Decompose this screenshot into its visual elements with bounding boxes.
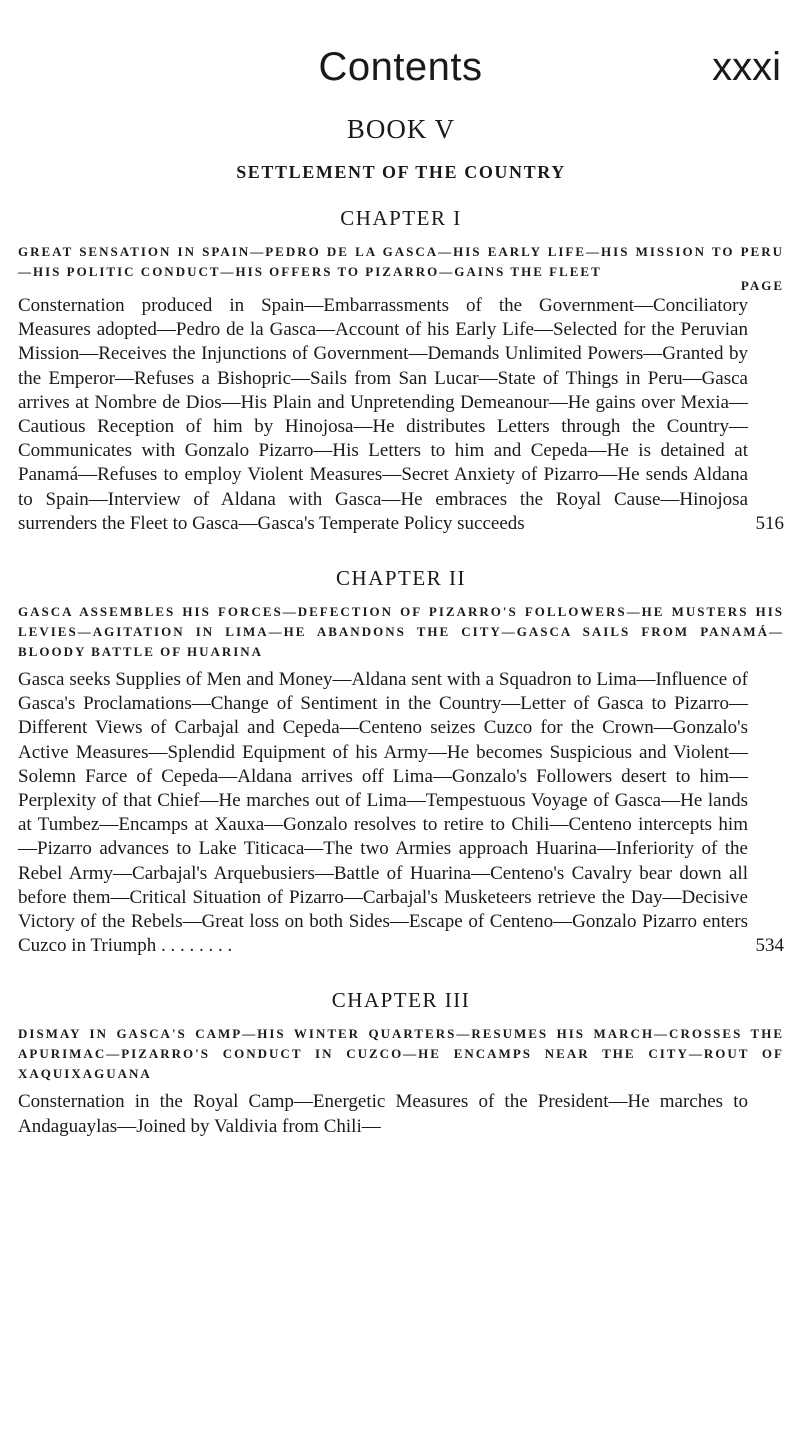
chapter-body: Gasca seeks Supplies of Men and Money—Aldana sent with a Squadron to Lima—Influence of Gasca's Proclamations—Change of Sentiment in the Country—Letter of Gasca to Pizarro—Different Views of Carbajal and Cepeda—Centeno seizes Cuzco for the Crown—Gonzalo's Active Measures—Splendid Equipment of his Army—He becomes Suspicious and Violent—Solemn Farce of Cepeda—Aldana arrives off Lima—Gonzalo's Followers desert to him—Perplexity of that Chief—He marches out of Lima—Tempestuous Voyage of Gasca—He lands at Tumbez—Encamps at Xauxa—Gonzalo resolves to retire to Chili—Centeno intercepts him—Pizarro advances to Lake Titicaca—The two Armies approach Huarina—Inferiority of the Rebel Army—Carbajal's Arquebusiers—Battle of Huarina—Centeno's Cavalry bear down all before them—Critical Situation of Pizarro—Carbajal's Musketeers retrieve the Day—Decisive Victory of the Rebels—Great loss on both Sides—Escape of Centeno—Gonzalo Pizarro enters Cuzco in Triumph . . . . . . . . bbox=[18, 669, 748, 957]
page-number: 534 bbox=[755, 935, 784, 957]
page-column-label: PAGE bbox=[740, 278, 784, 293]
page-number: 516 bbox=[755, 512, 784, 534]
chapter-body: Consternation produced in Spain—Embarrassments of the Government—Conciliatory Measures adopted—Pedro de la Gasca—Account of his Early Life—Selected for the Peruvian Mission—Receives the Injunctions of Government—Demands Unlimited Powers—Granted by the Emperor—Refuses a Bishopric—Sails from San Lucar—State of Things in Peru—Gasca arrives at Nombre de Dios—His Plain and Unpretending Demeanour—He gains over Mexia—Cautious Reception of him by Hinojosa—He distributes Letters through the Country—Communicates with Gonzalo Pizarro—His Letters to him and Cepeda—He is detained at Panamá—Refuses to employ Violent Measures—Secret Anxiety of Pizarro—He sends Aldana to Spain—Interview of Aldana with Gasca—He embraces the Royal Cause—Hinojosa surrenders the Fleet to Gasca—Gasca's Temperate Policy succeeds bbox=[18, 295, 748, 534]
running-head bbox=[0, 42, 801, 102]
chapter-summary: GASCA ASSEMBLES HIS FORCES—DEFECTION OF PIZARRO'S FOLLOWERS—HE MUSTERS HIS LEVIES—AGITATION IN LIMA—HE ABANDONS THE CITY—GASCA SAILS FROM PANAMÁ—BLOODY BATTLE OF HUARINA bbox=[18, 604, 784, 660]
chapter-entry-row bbox=[18, 1090, 784, 1138]
chapter-entry-1 bbox=[18, 204, 784, 536]
chapter-heading: CHAPTER I bbox=[340, 206, 462, 230]
chapter-body: Consternation in the Royal Camp—Energetic Measures of the President—He marches to Andaguaylas—Joined by Valdivia from Chili— bbox=[18, 1091, 748, 1137]
chapter-entry-row bbox=[18, 668, 784, 958]
running-title: Contents bbox=[318, 45, 483, 89]
book-heading: BOOK V bbox=[346, 114, 456, 144]
chapter-heading: CHAPTER III bbox=[331, 988, 471, 1013]
chapter-heading: CHAPTER II bbox=[336, 566, 466, 591]
page-folio: xxxi bbox=[712, 45, 781, 89]
chapter-entry-2 bbox=[18, 564, 784, 958]
chapter-entry-3 bbox=[18, 986, 784, 1138]
contents-body bbox=[18, 112, 784, 1167]
book-subtitle: SETTLEMENT OF THE COUNTRY bbox=[236, 162, 566, 182]
chapter-summary: GREAT SENSATION IN SPAIN—PEDRO DE LA GASCA—HIS EARLY LIFE—HIS MISSION TO PERU—HIS POLITIC CONDUCT—HIS OFFERS TO PIZARRO—GAINS THE FLEET bbox=[18, 244, 784, 279]
chapter-summary: DISMAY IN GASCA'S CAMP—HIS WINTER QUARTERS—RESUMES HIS MARCH—CROSSES THE APURIMAC—PIZARRO'S CONDUCT IN CUZCO—HE ENCAMPS NEAR THE CITY—ROUT OF XAQUIXAGUANA bbox=[18, 1026, 784, 1082]
chapter-entry-row bbox=[18, 294, 784, 536]
